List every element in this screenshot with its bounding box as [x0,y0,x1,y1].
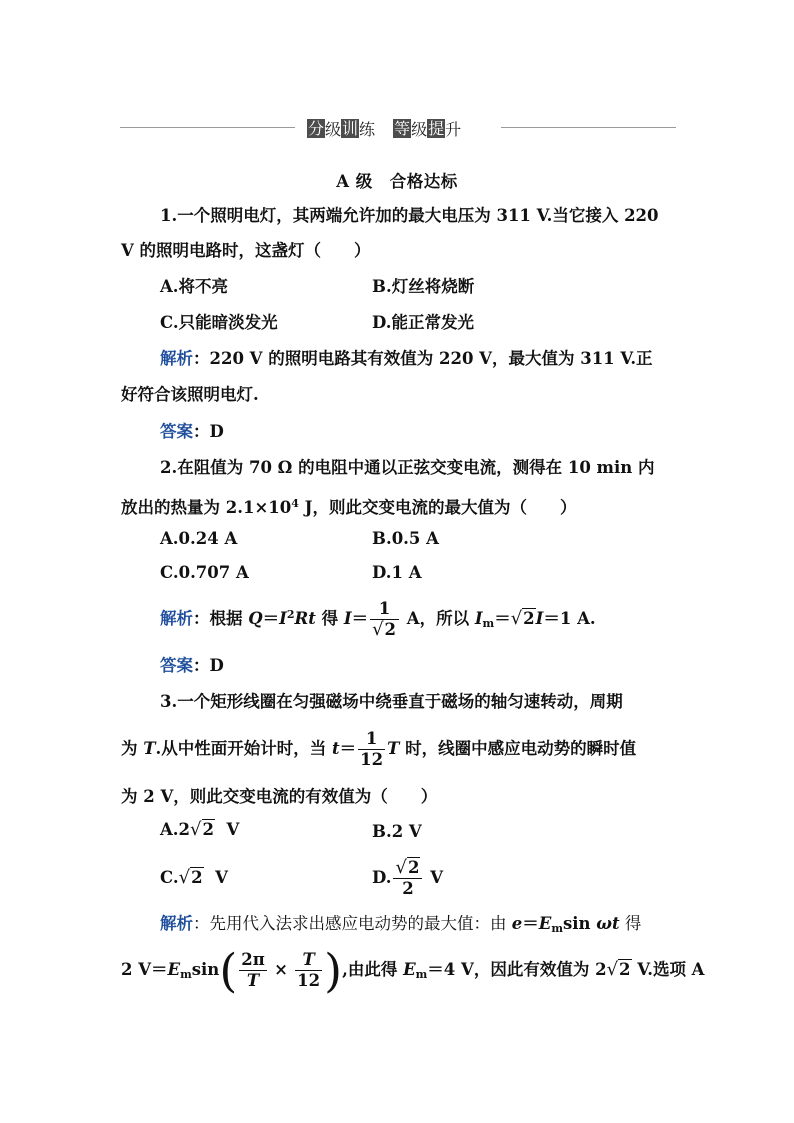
q1-option-c: C.只能暗淡发光 [160,313,278,332]
analysis-text: ＝1 A. [543,609,596,628]
analysis-text: 得 [315,609,344,628]
analysis-label: 解析 [160,914,193,933]
math-var: I [279,609,287,628]
q3-stem-line3: 为 2 V，则此交变电流的有效值为（ ） [121,787,438,806]
analysis-text: 得 [619,914,642,933]
sqrt-radicand: 2 [384,620,397,639]
math-op: ＝ [522,914,539,933]
q1-analysis-line2: 好符合该照明电灯. [121,385,259,404]
q2-stem-text: 放出的热量为 2.1×10 [121,498,292,517]
fraction-num: 1 [358,729,385,750]
analysis-text: ：220 V 的照明电路其有效值为 220 V，最大值为 311 V.正 [193,349,653,368]
q3-analysis-line1 [160,914,641,939]
sqrt: √2 [190,819,214,840]
sqrt-radicand: 2 [619,960,631,979]
fraction [358,729,385,770]
q1-option-d: D.能正常发光 [372,313,474,332]
answer-label: 答案 [160,656,193,675]
fraction-num: 1 [370,599,399,620]
math-sub: m [551,922,563,935]
fraction [393,858,422,899]
header-text: 练 [359,119,376,139]
q3-option-c [160,868,228,888]
q3-analysis-line2 [121,942,704,1003]
option-text: C. [160,868,179,887]
fraction-den: 2 [402,879,414,898]
q1-analysis-line1 [160,349,653,369]
sqrt: √2 [510,608,535,629]
math-var: I [474,609,483,628]
analysis-text: 2 V＝ [121,960,168,979]
sqrt: √2 [395,857,420,878]
q2-option-d: D.1 A [372,563,422,582]
math-var: E [403,960,416,979]
sqrt-radicand: 2 [191,868,203,887]
header-rule-right [501,127,676,128]
answer-value: ：D [193,422,224,441]
analysis-text: ：先用代入法求出感应电动势的最大值：由 [193,914,512,933]
section-header [120,114,676,142]
q2-option-b: B.0.5 A [372,529,439,548]
math-var: Rt [294,609,316,628]
q2-stem-line1: 2.在阻值为 70 Ω 的电阻中通以正弦交变电流，测得在 10 min 内 [160,458,655,477]
q3-option-d [372,850,443,906]
q2-exponent: 4 [291,497,299,510]
header-text: 级 [411,119,428,139]
math-var: e [511,914,523,933]
sqrt-radicand: 2 [202,820,214,839]
q2-option-c: C.0.707 A [160,563,249,582]
math-var: Q [248,609,263,628]
q3-option-b: B.2 V [372,822,422,841]
math-op: ＝ [339,739,357,758]
stem-text: .从中性面开始计时，当 [155,739,333,758]
stem-text: 时，线圈中感应电动势的瞬时值 [399,739,637,758]
analysis-text: ＝4 V，因此有效值为 2 [427,960,607,979]
math-sub: m [415,968,428,981]
answer-label: 答案 [160,422,193,441]
header-chip: 等 [394,118,411,138]
analysis-text: V.选项 A [631,960,705,979]
fraction-den: T [246,971,260,990]
q1-answer [160,422,224,442]
level-title: A 级 合格达标 [336,172,458,191]
math-sub: m [482,617,495,630]
answer-value: ：D [193,656,224,675]
fraction [370,599,399,640]
math-var: E [167,960,181,979]
math-var: T [387,739,400,758]
header-rule-left [120,127,295,128]
paren-right: ) [324,943,343,998]
sqrt-radicand: 2 [523,609,535,628]
header-chip: 训 [342,118,359,138]
analysis-text: ：根据 [193,609,249,628]
fraction [295,950,322,991]
option-unit: V [215,868,228,887]
math-var: t [332,739,340,758]
sqrt: √2 [606,959,631,980]
math-var: I [343,609,352,628]
q3-stem-line2 [121,726,636,772]
paren-left: ( [219,943,238,998]
header-chip: 提 [428,118,445,138]
q2-answer [160,656,224,676]
fraction-num: T [295,950,322,971]
analysis-label: 解析 [160,349,193,368]
q2-stem-line2 [121,494,576,518]
math-fn: sin [562,914,597,933]
fraction [239,950,267,991]
analysis-label: 解析 [160,609,193,628]
fraction-num: 2π [241,950,265,969]
math-var: I [535,609,544,628]
option-unit: V [430,868,443,887]
fraction-den: 12 [297,971,321,990]
q1-option-a: A.将不亮 [160,277,229,296]
math-op: × [274,960,288,979]
fraction-den: 12 [360,750,384,769]
analysis-text: ,由此得 [342,960,404,979]
math-op: ＝ [351,609,369,628]
q1-option-b: B.灯丝将烧断 [372,277,475,296]
q3-stem-line1: 3.一个矩形线圈在匀强磁场中绕垂直于磁场的轴匀速转动，周期 [160,692,623,711]
option-unit: V [226,820,240,839]
sqrt: √2 [178,867,203,888]
math-op: ＝ [494,609,511,628]
math-sub: m [180,968,192,981]
option-text: A.2 [160,820,191,839]
header-chip: 分 [308,118,325,138]
q1-stem-line1: 1.一个照明电灯，其两端允许加的最大电压为 311 V.当它接入 220 [160,206,659,225]
stem-text: 为 [121,739,144,758]
math-fn: sin [191,960,220,979]
q2-option-a: A.0.24 A [160,529,238,548]
math-var: ωt [596,914,620,933]
math-op: ＝ [262,609,280,628]
q1-stem-line2: V 的照明电路时，这盏灯（ ） [121,241,371,260]
q2-stem-text: J，则此交变电流的最大值为（ ） [298,498,577,517]
math-var: T [143,739,156,758]
header-text: 升 [445,119,462,139]
sqrt-radicand: 2 [407,858,420,877]
option-text: D. [372,868,392,887]
math-exp: 2 [286,608,295,621]
q3-option-a [160,820,239,840]
sqrt: √2 [372,619,397,640]
analysis-text: A，所以 [401,609,475,628]
q2-analysis [160,592,596,647]
section-header-title [307,116,497,140]
math-var: E [538,914,552,933]
header-text: 级 [325,119,342,139]
